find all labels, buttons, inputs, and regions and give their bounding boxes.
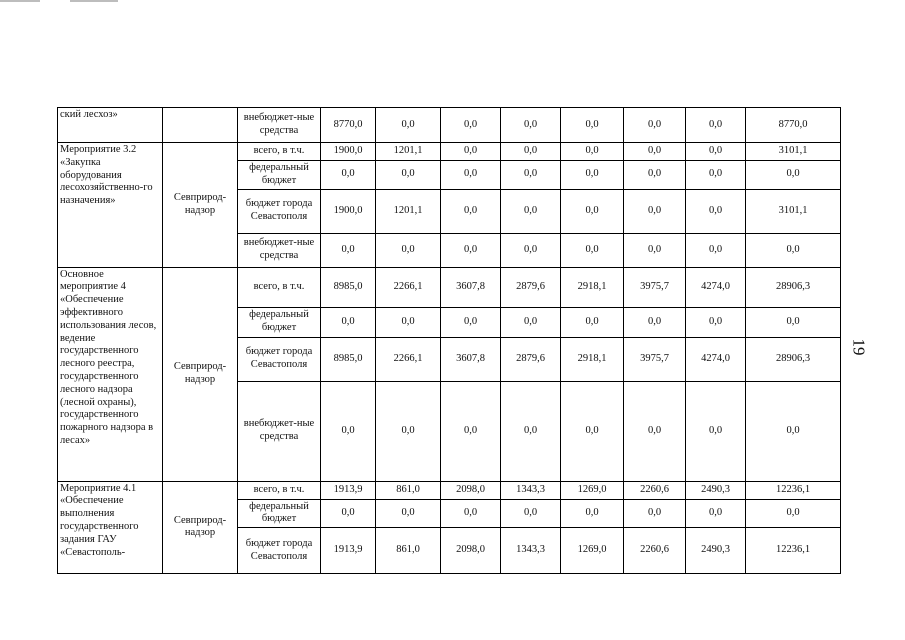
total-value-cell: 0,0 bbox=[746, 499, 841, 528]
year-value-cell: 2266,1 bbox=[376, 267, 441, 307]
funding-source-cell: всего, в т.ч. bbox=[238, 481, 321, 499]
year-value-cell: 0,0 bbox=[561, 108, 624, 143]
year-value-cell: 0,0 bbox=[561, 161, 624, 190]
executor-cell: Севприрод-надзор bbox=[163, 267, 238, 481]
total-value-cell: 0,0 bbox=[746, 233, 841, 267]
funding-source-cell: федеральный бюджет bbox=[238, 161, 321, 190]
year-value-cell: 2918,1 bbox=[561, 267, 624, 307]
year-value-cell: 0,0 bbox=[376, 161, 441, 190]
year-value-cell: 0,0 bbox=[441, 108, 501, 143]
executor-cell: Севприрод-надзор bbox=[163, 481, 238, 574]
year-value-cell: 0,0 bbox=[376, 307, 441, 337]
year-value-cell: 0,0 bbox=[624, 499, 686, 528]
total-value-cell: 0,0 bbox=[746, 307, 841, 337]
year-value-cell: 2490,3 bbox=[686, 481, 746, 499]
year-value-cell: 861,0 bbox=[376, 528, 441, 574]
year-value-cell: 1201,1 bbox=[376, 189, 441, 233]
year-value-cell: 0,0 bbox=[686, 189, 746, 233]
year-value-cell: 0,0 bbox=[321, 499, 376, 528]
year-value-cell: 8985,0 bbox=[321, 267, 376, 307]
year-value-cell: 0,0 bbox=[686, 161, 746, 190]
year-value-cell: 0,0 bbox=[441, 499, 501, 528]
year-value-cell: 3607,8 bbox=[441, 267, 501, 307]
year-value-cell: 1913,9 bbox=[321, 528, 376, 574]
year-value-cell: 0,0 bbox=[561, 233, 624, 267]
total-value-cell: 3101,1 bbox=[746, 189, 841, 233]
year-value-cell: 3975,7 bbox=[624, 267, 686, 307]
year-value-cell: 0,0 bbox=[686, 307, 746, 337]
year-value-cell: 1269,0 bbox=[561, 528, 624, 574]
year-value-cell: 0,0 bbox=[501, 143, 561, 161]
year-value-cell: 1913,9 bbox=[321, 481, 376, 499]
year-value-cell: 2260,6 bbox=[624, 481, 686, 499]
funding-source-cell: внебюджет-ные средства bbox=[238, 233, 321, 267]
table-row bbox=[58, 108, 841, 143]
funding-source-cell: внебюджет-ные средства bbox=[238, 108, 321, 143]
year-value-cell: 0,0 bbox=[441, 161, 501, 190]
event-name-cell: Мероприятие 4.1 «Обеспечение выполнения государственного задания ГАУ «Севастополь- bbox=[58, 481, 163, 574]
year-value-cell: 0,0 bbox=[376, 108, 441, 143]
year-value-cell: 0,0 bbox=[441, 143, 501, 161]
year-value-cell: 0,0 bbox=[561, 499, 624, 528]
total-value-cell: 0,0 bbox=[746, 381, 841, 481]
year-value-cell: 1201,1 bbox=[376, 143, 441, 161]
year-value-cell: 0,0 bbox=[561, 143, 624, 161]
funding-source-cell: всего, в т.ч. bbox=[238, 143, 321, 161]
year-value-cell: 0,0 bbox=[624, 161, 686, 190]
funding-source-cell: бюджет города Севастополя bbox=[238, 337, 321, 381]
funding-source-cell: федеральный бюджет bbox=[238, 307, 321, 337]
scan-edge-mark bbox=[70, 0, 118, 2]
executor-cell bbox=[163, 108, 238, 143]
table-row bbox=[58, 143, 841, 161]
year-value-cell: 0,0 bbox=[686, 499, 746, 528]
year-value-cell: 861,0 bbox=[376, 481, 441, 499]
year-value-cell: 0,0 bbox=[376, 381, 441, 481]
event-name-cell: Основное мероприятие 4 «Обеспечение эффективного использования лесов, ведение государственного лесного реестра, государственного лесного надзора (лесной охраны), государственного пожарного надзора в лесах» bbox=[58, 267, 163, 481]
year-value-cell: 0,0 bbox=[321, 381, 376, 481]
year-value-cell: 2098,0 bbox=[441, 481, 501, 499]
year-value-cell: 0,0 bbox=[624, 143, 686, 161]
year-value-cell: 0,0 bbox=[501, 108, 561, 143]
funding-source-cell: федеральный бюджет bbox=[238, 499, 321, 528]
year-value-cell: 2260,6 bbox=[624, 528, 686, 574]
funding-source-cell: бюджет города Севастополя bbox=[238, 528, 321, 574]
total-value-cell: 28906,3 bbox=[746, 267, 841, 307]
year-value-cell: 0,0 bbox=[321, 233, 376, 267]
year-value-cell: 0,0 bbox=[624, 307, 686, 337]
page-number: 19 bbox=[849, 338, 869, 356]
year-value-cell: 1343,3 bbox=[501, 528, 561, 574]
budget-table bbox=[57, 107, 841, 574]
total-value-cell: 3101,1 bbox=[746, 143, 841, 161]
year-value-cell: 0,0 bbox=[441, 307, 501, 337]
year-value-cell: 0,0 bbox=[686, 381, 746, 481]
year-value-cell: 0,0 bbox=[321, 307, 376, 337]
year-value-cell: 0,0 bbox=[561, 189, 624, 233]
year-value-cell: 0,0 bbox=[624, 108, 686, 143]
scan-edge-mark bbox=[0, 0, 40, 2]
year-value-cell: 1343,3 bbox=[501, 481, 561, 499]
year-value-cell: 2266,1 bbox=[376, 337, 441, 381]
year-value-cell: 0,0 bbox=[501, 233, 561, 267]
year-value-cell: 0,0 bbox=[686, 108, 746, 143]
year-value-cell: 2879,6 bbox=[501, 267, 561, 307]
year-value-cell: 0,0 bbox=[624, 233, 686, 267]
table-row bbox=[58, 481, 841, 499]
year-value-cell: 0,0 bbox=[321, 161, 376, 190]
year-value-cell: 2490,3 bbox=[686, 528, 746, 574]
year-value-cell: 0,0 bbox=[501, 161, 561, 190]
funding-source-cell: внебюджет-ные средства bbox=[238, 381, 321, 481]
year-value-cell: 0,0 bbox=[624, 189, 686, 233]
year-value-cell: 0,0 bbox=[441, 233, 501, 267]
event-name-cell: Мероприятие 3.2 «Закупка оборудования лесохозяйственно-го назначения» bbox=[58, 143, 163, 268]
year-value-cell: 0,0 bbox=[441, 189, 501, 233]
funding-source-cell: всего, в т.ч. bbox=[238, 267, 321, 307]
total-value-cell: 12236,1 bbox=[746, 481, 841, 499]
year-value-cell: 4274,0 bbox=[686, 337, 746, 381]
year-value-cell: 0,0 bbox=[376, 499, 441, 528]
year-value-cell: 0,0 bbox=[501, 381, 561, 481]
year-value-cell: 0,0 bbox=[624, 381, 686, 481]
year-value-cell: 0,0 bbox=[686, 233, 746, 267]
year-value-cell: 0,0 bbox=[686, 143, 746, 161]
year-value-cell: 0,0 bbox=[501, 189, 561, 233]
year-value-cell: 8770,0 bbox=[321, 108, 376, 143]
total-value-cell: 8770,0 bbox=[746, 108, 841, 143]
table-row bbox=[58, 267, 841, 307]
year-value-cell: 1900,0 bbox=[321, 143, 376, 161]
total-value-cell: 0,0 bbox=[746, 161, 841, 190]
year-value-cell: 2918,1 bbox=[561, 337, 624, 381]
total-value-cell: 12236,1 bbox=[746, 528, 841, 574]
year-value-cell: 0,0 bbox=[561, 307, 624, 337]
year-value-cell: 8985,0 bbox=[321, 337, 376, 381]
funding-source-cell: бюджет города Севастополя bbox=[238, 189, 321, 233]
event-name-cell: ский лесхоз» bbox=[58, 108, 163, 143]
year-value-cell: 2098,0 bbox=[441, 528, 501, 574]
year-value-cell: 0,0 bbox=[501, 499, 561, 528]
year-value-cell: 0,0 bbox=[501, 307, 561, 337]
year-value-cell: 1900,0 bbox=[321, 189, 376, 233]
year-value-cell: 3607,8 bbox=[441, 337, 501, 381]
year-value-cell: 2879,6 bbox=[501, 337, 561, 381]
year-value-cell: 0,0 bbox=[561, 381, 624, 481]
year-value-cell: 4274,0 bbox=[686, 267, 746, 307]
total-value-cell: 28906,3 bbox=[746, 337, 841, 381]
year-value-cell: 3975,7 bbox=[624, 337, 686, 381]
year-value-cell: 0,0 bbox=[441, 381, 501, 481]
year-value-cell: 0,0 bbox=[376, 233, 441, 267]
executor-cell: Севприрод-надзор bbox=[163, 143, 238, 268]
year-value-cell: 1269,0 bbox=[561, 481, 624, 499]
